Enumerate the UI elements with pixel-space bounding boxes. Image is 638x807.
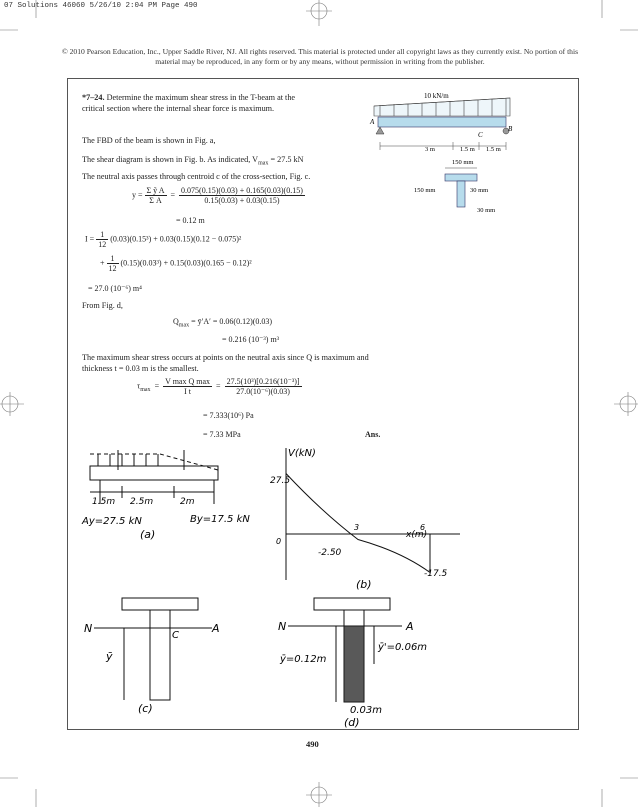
load-label: 10 kN/m [424,92,449,100]
fig-b-yaxis: V(kN) [288,448,316,459]
fig-d-yprime: ȳ'=0.06m [378,642,428,653]
fig-a-fbd [80,448,255,558]
dim-1-5m-a: 1.5 m [460,146,475,153]
inertia-frac-1 [96,230,108,249]
point-a: A [370,118,375,126]
fig-b-origin: 0 [276,537,282,546]
fig-c-label: (c) [138,702,153,715]
tau-sub: max [140,386,151,393]
fig-b-x3: 3 [354,523,360,532]
inertia-frac-1-num: 1 [96,230,108,240]
fig-c-ybar: ȳ [106,650,113,663]
fig-a-dim1: 1.5m [92,497,116,507]
fig-a-by: By=17.5 kN [190,514,250,525]
ybar-num-2: 0.075(0.15)(0.03) + 0.165(0.03)(0.15) [181,186,303,195]
fig-b-v1: 27.5 [270,476,291,486]
inertia-frac-2-den: 12 [108,264,117,273]
inertia-frac-2 [107,254,119,273]
ybar-num-1: Σ ỹ A [146,186,165,195]
fig-c-a: A [212,622,220,635]
q-symbol: Q [173,317,179,326]
web-height: 150 mm [414,187,436,194]
problem-number: *7–24. [82,93,105,102]
fig-b-v3: -17.5 [424,569,448,579]
flange-width: 150 mm [452,159,474,166]
dim-1-5m-b: 1.5 m [486,146,501,153]
tau-frac-1-num: V max Q max [165,377,211,386]
tau-frac-2-num: 27.5(10³)[0.216(10⁻³)] [226,377,300,386]
fig-c-section [80,590,250,720]
answer-label: Ans. [365,430,381,439]
point-b: B [508,125,513,133]
fig-d-ref: From Fig. d, [82,301,123,310]
tau-equation: $\tau_{max}$ = $\frac{\text{V max Q max}}{\text{I t}}$ = $\frac{\text{27.5(10³)[0.216(10⁻³)]}}{\text{27.0(10⁻⁶)(0.03)}}$ [137,377,300,396]
fig-a-label: (a) [140,528,156,541]
tau-symbol: τ [137,381,141,391]
solution-line-3: The neutral axis passes through centroid c of the cross-section, Fig. c. [82,172,311,181]
solution-line-2 [82,154,304,170]
page-header: 07 Solutions 46060 5/26/10 2:04 PM Page 490 [4,2,198,10]
page-number: 490 [306,739,319,749]
fig-b-xaxis: x(m) [406,530,428,540]
ybar-frac-1 [145,186,167,205]
fig-a-ay: Ay=27.5 kN [82,516,142,527]
ybar-den-2: 0.15(0.03) + 0.03(0.15) [204,196,280,205]
inertia-lhs: I = [85,234,95,244]
q-sub: max [178,322,190,329]
ybar-equation: y = $\frac{\text{Σ ỹ A}}{\text{Σ A}}$ = $\frac{0.075(0.15)(0.03) + 0.165(0.03)(0.15)}{0.15(0.03) + 0.03(0.15)}$ [132,186,303,205]
line2-text: The shear diagram is shown in Fig. b. As indicated, V [82,155,259,164]
tau-frac-2 [225,377,302,396]
point-c: C [478,131,483,139]
dim-3m: 3 m [425,146,435,153]
inertia-frac-2-num: 1 [107,254,119,264]
fig-c-centroid: C [172,630,179,641]
ybar-frac-2 [179,186,305,205]
inertia-line-1 [85,230,241,249]
beam-figure [360,88,520,218]
fig-b-label: (b) [356,578,372,590]
ybar-result: = 0.12 m [176,216,205,225]
tau-result-1: = 7.333(10⁶) Pa [203,411,254,420]
fig-b-v2: -2.50 [318,548,342,558]
fig-d-section [270,590,470,730]
inertia-result: = 27.0 (10⁻⁶) m⁴ [88,284,142,293]
ybar-lhs: y = [132,190,143,200]
fig-b-shear-diagram [270,440,470,590]
tau-result-2: = 7.33 MPa [203,430,241,439]
q-rest: = ȳ′A′ = 0.06(0.12)(0.03) [189,317,273,326]
tau-frac-2-den: 27.0(10⁻⁶)(0.03) [236,387,290,396]
tau-frac-1 [163,377,212,396]
problem-statement [82,92,304,114]
fig-d-a: A [406,620,414,633]
fig-d-n: N [278,620,287,633]
shaded-area [344,626,364,702]
q-equation-1 [173,317,272,329]
fig-b-x6: 6 [420,523,426,532]
web-thickness: 30 mm [477,207,496,214]
fig-d-label: (d) [344,716,360,729]
inertia-plus: + [100,258,105,268]
max-stress-text: The maximum shear stress occurs at points on the neutral axis since Q is maximum and thickness t = 0.03 m is the smallest. [82,353,369,373]
problem-text: Determine the maximum shear stress in the T-beam at the critical section where the internal shear force is maximum. [82,93,296,113]
inertia-line-2 [100,254,252,273]
fig-a-dim2: 2.5m [130,497,154,507]
q-equation-2: = 0.216 (10⁻³) m³ [222,335,280,344]
inertia-line-2-rest: (0.15)(0.03³) + 0.15(0.03)(0.165 − 0.12)² [120,258,252,268]
inertia-frac-1-den: 12 [98,240,107,249]
flange-thickness: 30 mm [470,187,489,194]
fig-d-ybar: ȳ=0.12m [280,654,327,665]
fig-c-n: N [84,622,93,635]
fig-a-dim3: 2m [180,497,195,507]
line2-sub: max [258,160,269,167]
line2-end: = 27.5 kN [268,155,304,164]
fig-d-thickness: 0.03m [350,705,383,716]
inertia-line-1-rest: (0.03)(0.15³) + 0.03(0.15)(0.12 − 0.075)² [110,234,242,244]
solution-line-1: The FBD of the beam is shown in Fig. a, [82,136,216,145]
tau-frac-1-den: I t [184,387,191,396]
ybar-den-1: Σ A [149,196,162,205]
copyright-notice: © 2010 Pearson Education, Inc., Upper Saddle River, NJ. All rights reserved. This material is protected under all copyright laws as they currently exist. No portion of this material may be reproduced, in any form or by any means, without permission in writing from the publisher. [61,47,579,66]
